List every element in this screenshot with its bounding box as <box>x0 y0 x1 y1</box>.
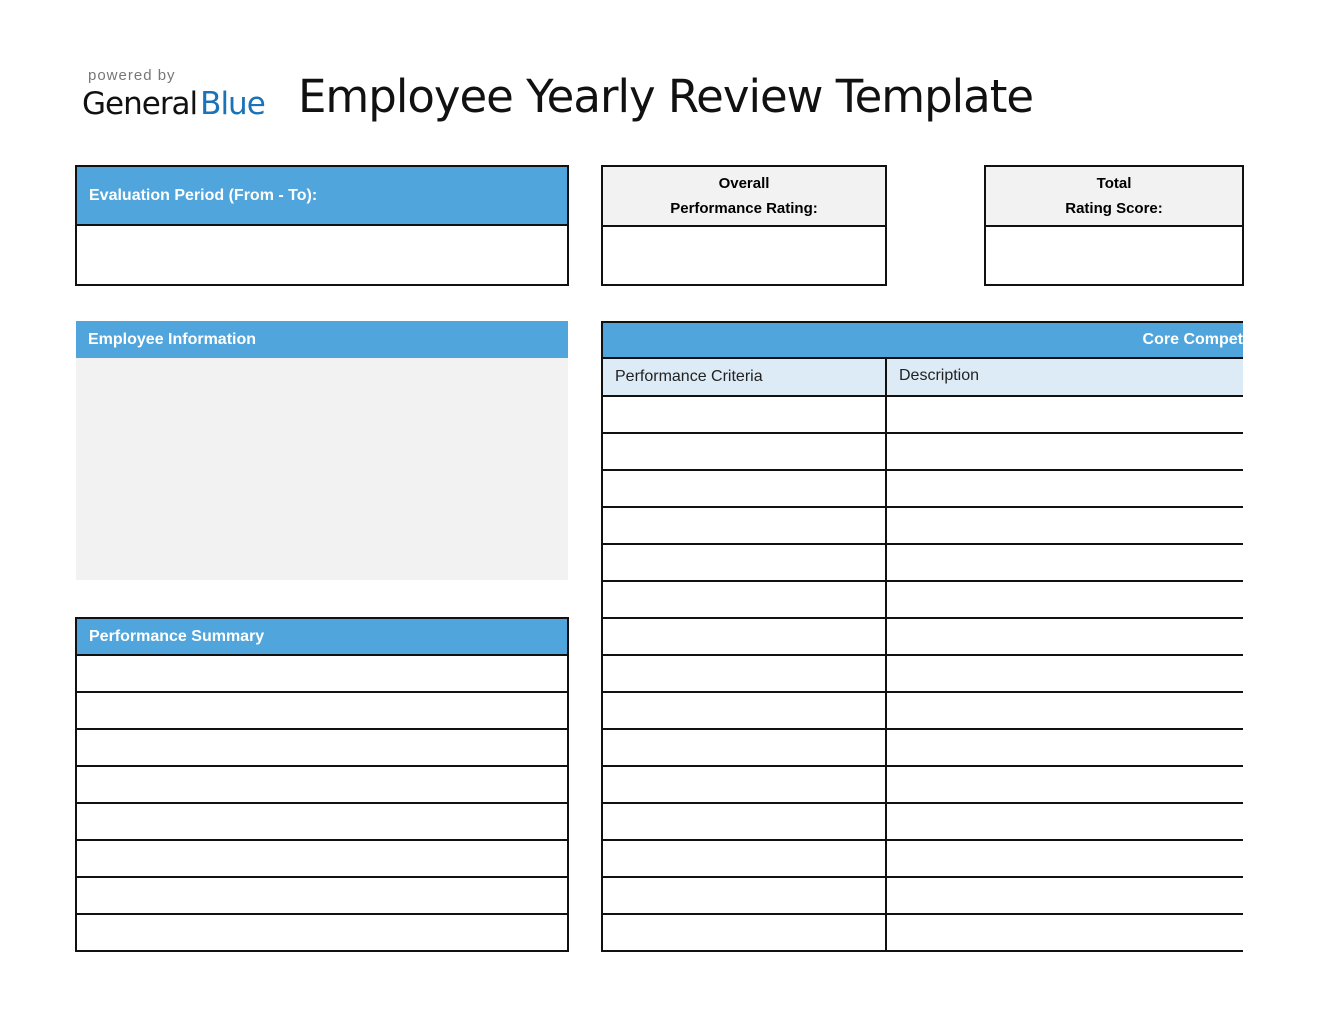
competency-row <box>603 508 1243 545</box>
competency-row <box>603 545 1243 582</box>
performance-summary-table <box>75 617 569 952</box>
criteria-cell[interactable] <box>603 434 887 469</box>
competency-row <box>603 582 1243 619</box>
description-cell[interactable] <box>887 582 1243 617</box>
criteria-cell[interactable] <box>603 619 887 654</box>
description-cell[interactable] <box>887 471 1243 506</box>
competency-row <box>603 878 1243 915</box>
logo-blue: Blue <box>200 86 265 122</box>
summary-row[interactable] <box>77 730 567 767</box>
description-cell[interactable] <box>887 804 1243 839</box>
competency-row <box>603 767 1243 804</box>
description-cell[interactable] <box>887 693 1243 728</box>
competency-row <box>603 730 1243 767</box>
total-score-box <box>984 165 1244 286</box>
employee-info-area[interactable] <box>76 358 568 580</box>
criteria-cell[interactable] <box>603 471 887 506</box>
criteria-cell[interactable] <box>603 915 887 950</box>
description-cell[interactable] <box>887 915 1243 950</box>
competency-row <box>603 841 1243 878</box>
competency-row <box>603 693 1243 730</box>
overall-line2: Performance Rating: <box>670 200 818 217</box>
criteria-cell[interactable] <box>603 841 887 876</box>
description-cell[interactable] <box>887 434 1243 469</box>
description-cell[interactable] <box>887 508 1243 543</box>
logo-general: General <box>82 86 198 122</box>
criteria-cell[interactable] <box>603 767 887 802</box>
description-cell[interactable] <box>887 878 1243 913</box>
evaluation-period-field[interactable] <box>77 226 567 284</box>
summary-row[interactable] <box>77 656 567 693</box>
performance-summary-header: Performance Summary <box>77 619 567 656</box>
description-cell[interactable] <box>887 619 1243 654</box>
competency-row <box>603 434 1243 471</box>
evaluation-period-box <box>75 165 569 286</box>
core-competencies-table <box>601 321 1243 952</box>
overall-rating-field[interactable] <box>603 227 885 284</box>
generalblue-logo <box>82 86 265 122</box>
summary-row[interactable] <box>77 767 567 804</box>
criteria-cell[interactable] <box>603 397 887 432</box>
competency-row <box>603 804 1243 841</box>
competency-row <box>603 915 1243 952</box>
summary-row[interactable] <box>77 841 567 878</box>
total-score-label <box>986 167 1242 227</box>
criteria-cell[interactable] <box>603 656 887 691</box>
description-cell[interactable] <box>887 656 1243 691</box>
competency-row <box>603 397 1243 434</box>
description-cell[interactable] <box>887 545 1243 580</box>
total-score-field[interactable] <box>986 227 1242 284</box>
summary-row[interactable] <box>77 878 567 915</box>
total-line2: Rating Score: <box>1065 200 1163 217</box>
summary-row[interactable] <box>77 693 567 730</box>
description-cell[interactable] <box>887 841 1243 876</box>
description-cell[interactable] <box>887 730 1243 765</box>
competency-row <box>603 656 1243 693</box>
core-competencies-header: Core Compet <box>603 323 1243 359</box>
overall-rating-box <box>601 165 887 286</box>
col-performance-criteria: Performance Criteria <box>603 359 887 395</box>
overall-rating-label <box>603 167 885 227</box>
total-line1: Total <box>1096 175 1132 192</box>
employee-info-header: Employee Information <box>76 321 568 358</box>
summary-row[interactable] <box>77 915 567 952</box>
powered-by-text: powered by <box>88 67 176 84</box>
criteria-cell[interactable] <box>603 508 887 543</box>
criteria-cell[interactable] <box>603 804 887 839</box>
competency-row <box>603 619 1243 656</box>
criteria-cell[interactable] <box>603 730 887 765</box>
description-cell[interactable] <box>887 397 1243 432</box>
summary-row[interactable] <box>77 804 567 841</box>
evaluation-period-label: Evaluation Period (From - To): <box>77 167 567 226</box>
competency-row <box>603 471 1243 508</box>
criteria-cell[interactable] <box>603 545 887 580</box>
overall-line1: Overall <box>718 175 770 192</box>
criteria-cell[interactable] <box>603 582 887 617</box>
criteria-cell[interactable] <box>603 878 887 913</box>
page-title: Employee Yearly Review Template <box>298 70 1034 123</box>
description-cell[interactable] <box>887 767 1243 802</box>
criteria-cell[interactable] <box>603 693 887 728</box>
competencies-column-headers <box>603 359 1243 397</box>
col-description: Description <box>899 367 980 384</box>
